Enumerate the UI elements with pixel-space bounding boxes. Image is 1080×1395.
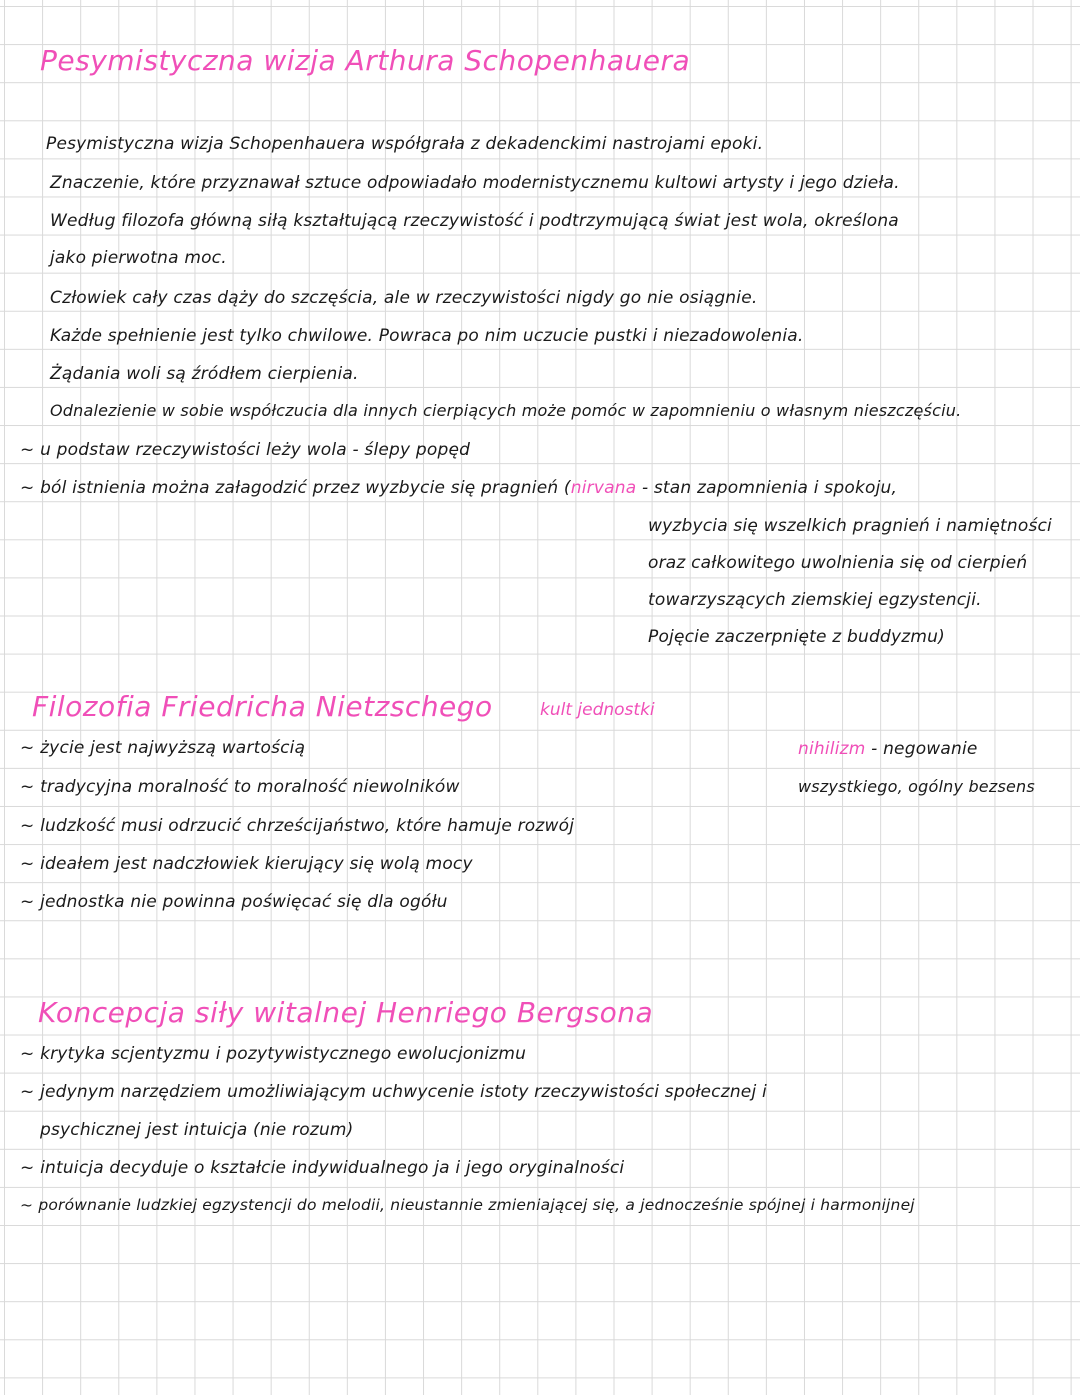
bullet-marker: ~ bbox=[20, 440, 35, 460]
nirvana-def-5: Pojęcie zaczerpnięte z buddyzmu) bbox=[648, 627, 945, 647]
schopenhauer-line-4: jako pierwotna moc. bbox=[50, 248, 227, 268]
schopenhauer-bullet-2 bbox=[20, 478, 897, 498]
schopenhauer-line-8: Odnalezienie w sobie współczucia dla innych cierpiących może pomóc w zapomnieniu o własnym nieszczęściu. bbox=[50, 401, 962, 420]
bullet-text: u podstaw rzeczywistości leży wola - ślepy popęd bbox=[40, 440, 471, 460]
schopenhauer-line-1: Pesymistyczna wizja Schopenhauera współgrała z dekadenckimi nastrojami epoki. bbox=[46, 134, 764, 154]
nihilism-term: nihilizm bbox=[798, 739, 866, 759]
schopenhauer-bullet-1 bbox=[20, 440, 470, 460]
nirvana-def-3: oraz całkowitego uwolnienia się od cierpień bbox=[648, 553, 1028, 573]
nirvana-def-2: wyzbycia się wszelkich pragnień i namiętności bbox=[648, 516, 1052, 536]
bullet-text: jednostka nie powinna poświęcać się dla ogółu bbox=[40, 892, 448, 912]
section-title-schopenhauer: Pesymistyczna wizja Arthura Schopenhauera bbox=[40, 44, 691, 77]
section-title-bergson: Koncepcja siły witalnej Henriego Bergsona bbox=[38, 996, 654, 1029]
nietzsche-bullet-5 bbox=[20, 892, 448, 912]
bullet-text: ludzkość musi odrzucić chrześcijaństwo, które hamuje rozwój bbox=[40, 816, 575, 836]
bullet-text: porównanie ludzkiej egzystencji do melodii, nieustannie zmieniającej się, a jednocześnie spójnej i harmonijnej bbox=[38, 1196, 915, 1214]
schopenhauer-line-5: Człowiek cały czas dąży do szczęścia, ale w rzeczywistości nigdy go nie osiągnie. bbox=[50, 288, 758, 308]
nietzsche-bullet-4 bbox=[20, 854, 473, 874]
bergson-bullet-1 bbox=[20, 1044, 526, 1064]
nietzsche-bullet-2 bbox=[20, 777, 460, 797]
nirvana-term: nirvana bbox=[570, 478, 637, 498]
bullet-text: tradycyjna moralność to moralność niewolników bbox=[40, 777, 460, 797]
bullet-marker: ~ bbox=[20, 1196, 34, 1214]
nirvana-def-1: - stan zapomnienia i spokoju, bbox=[641, 478, 898, 498]
section-title-nietzsche: Filozofia Friedricha Nietzschego bbox=[32, 690, 493, 723]
nietzsche-bullet-3 bbox=[20, 816, 574, 836]
bergson-bullet-2 bbox=[20, 1082, 767, 1102]
bullet-text: jedynym narzędziem umożliwiającym uchwycenie istoty rzeczywistości społecznej i bbox=[40, 1082, 767, 1102]
nietzsche-bullet-1 bbox=[20, 738, 305, 758]
bullet-marker: ~ bbox=[20, 1044, 35, 1064]
bullet-text: ideałem jest nadczłowiek kierujący się wolą mocy bbox=[40, 854, 473, 874]
nirvana-def-4: towarzyszących ziemskiej egzystencji. bbox=[648, 590, 982, 610]
bergson-bullet-4 bbox=[20, 1196, 915, 1214]
nihilism-def-1: - negowanie bbox=[871, 739, 978, 759]
bullet-marker: ~ bbox=[20, 816, 35, 836]
schopenhauer-line-2: Znaczenie, które przyznawał sztuce odpowiadało modernistycznemu kultowi artysty i jego dzieła. bbox=[50, 173, 900, 193]
bullet-marker: ~ bbox=[20, 478, 35, 498]
bergson-line-continuation: psychicznej jest intuicja (nie rozum) bbox=[40, 1120, 354, 1140]
nihilism-line-2: wszystkiego, ogólny bezsens bbox=[798, 777, 1035, 796]
side-note-kult-jednostki: kult jednostki bbox=[540, 700, 655, 720]
bullet-marker: ~ bbox=[20, 1158, 35, 1178]
nihilism-line-1 bbox=[798, 739, 978, 759]
schopenhauer-line-7: Żądania woli są źródłem cierpienia. bbox=[50, 364, 359, 384]
schopenhauer-line-3: Według filozofa główną siłą kształtującą rzeczywistość i podtrzymującą świat jest wola, określona bbox=[50, 211, 899, 231]
bullet-marker: ~ bbox=[20, 738, 35, 758]
bullet-marker: ~ bbox=[20, 854, 35, 874]
schopenhauer-line-6: Każde spełnienie jest tylko chwilowe. Powraca po nim uczucie pustki i niezadowolenia. bbox=[50, 326, 804, 346]
bullet-text: ból istnienia można załagodzić przez wyzbycie się pragnień ( bbox=[40, 478, 571, 498]
bullet-text: życie jest najwyższą wartością bbox=[40, 738, 306, 758]
bergson-bullet-3 bbox=[20, 1158, 624, 1178]
bullet-marker: ~ bbox=[20, 892, 35, 912]
bullet-text: krytyka scjentyzmu i pozytywistycznego ewolucjonizmu bbox=[40, 1044, 527, 1064]
bullet-marker: ~ bbox=[20, 1082, 35, 1102]
bullet-text: intuicja decyduje o kształcie indywidualnego ja i jego oryginalności bbox=[40, 1158, 625, 1178]
bullet-marker: ~ bbox=[20, 777, 35, 797]
